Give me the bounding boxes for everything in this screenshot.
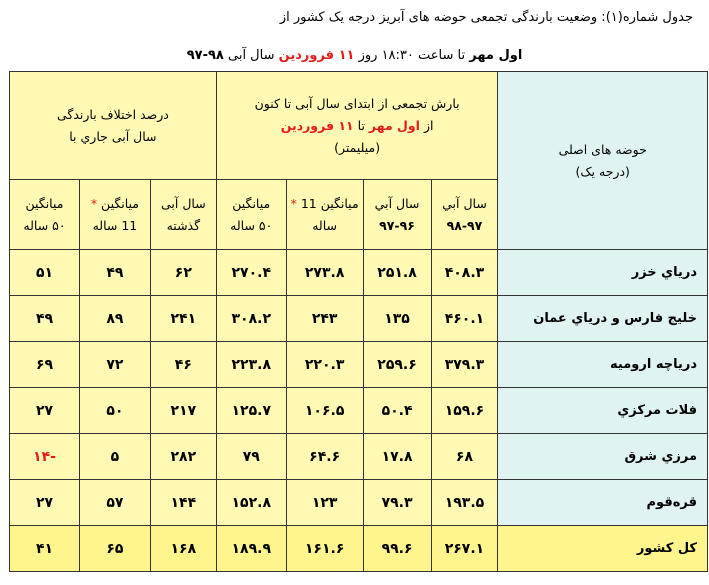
rain-first-day: اول مهر (368, 117, 420, 133)
rain-header (216, 72, 498, 180)
table-cell: ۳۷۹.۳ (431, 342, 498, 388)
column-header (363, 180, 431, 250)
table-cell: ۲۷ (10, 388, 80, 434)
column-header-line2: ۵۰ ساله (23, 217, 66, 233)
table-cell: ۲۴۱ (150, 296, 216, 342)
basin-name: فلات مرکزي (498, 388, 708, 434)
basin-name: قره‌قوم (498, 480, 708, 526)
rain-header-title: بارش تجمعی از ابتدای سال آبی تا کنون (254, 95, 460, 111)
column-header (150, 180, 216, 250)
basin-header (498, 72, 708, 250)
table-cell: ۱۶۱.۶ (286, 526, 363, 572)
column-header-line1: سال آبي (374, 195, 420, 211)
table-row (10, 296, 708, 342)
table-cell: ۲۵۱.۸ (363, 250, 431, 296)
table-cell: ۸۹ (79, 296, 150, 342)
table-cell: ۲۵۹.۶ (363, 342, 431, 388)
table-cell: ۱۲۳ (286, 480, 363, 526)
table-cell: ۶۲ (150, 250, 216, 296)
column-header (431, 180, 498, 250)
table-cell: ۴۰۸.۳ (431, 250, 498, 296)
table-row (10, 342, 708, 388)
table-cell: ۶۴.۶ (286, 434, 363, 480)
table-cell: ۷۲ (79, 342, 150, 388)
title-year-label: سال آبی (227, 48, 275, 63)
table-cell: ۵ (79, 434, 150, 480)
diff-header-title: درصد اختلاف بارندگی (56, 106, 169, 122)
table-cell: ۴۹ (10, 296, 80, 342)
table-cell: ۱۰۶.۵ (286, 388, 363, 434)
title-first-day: اول مهر (469, 48, 523, 63)
table-cell: ۱۸۹.۹ (216, 526, 286, 572)
table-cell: ۲۶۷.۱ (431, 526, 498, 572)
basin-header-title: حوضه های اصلی (558, 141, 647, 157)
table-cell: ۲۷۰.۴ (216, 250, 286, 296)
table-cell: ۶۹ (10, 342, 80, 388)
table-cell: ۴۶۰.۱ (431, 296, 498, 342)
table-row (10, 526, 708, 572)
basin-name: کل کشور (498, 526, 708, 572)
basin-name: درياي خزر (498, 250, 708, 296)
rainfall-table (9, 71, 708, 572)
table-cell: ۹۹.۶ (363, 526, 431, 572)
table-cell: ۵۰.۴ (363, 388, 431, 434)
column-header-line1: میانگین (232, 195, 271, 211)
table-cell: ۲۴۳ (286, 296, 363, 342)
asterisk-mark: * (90, 195, 98, 211)
column-header-line2: 11 ساله (92, 217, 138, 233)
rain-to: تا (357, 117, 365, 133)
title-year: ۹۸-۹۷ (186, 48, 224, 63)
column-header-line2: ۵۰ ساله (230, 217, 273, 233)
table-cell: ۱۷.۸ (363, 434, 431, 480)
table-cell: ۱۵۲.۸ (216, 480, 286, 526)
table-title-line1: جدول شماره(۱): وضعیت بارندگی تجمعی حوضه های آبریز درجه یک کشور از (279, 10, 693, 25)
table-cell: ۲۸۲ (150, 434, 216, 480)
table-cell: -۱۴ (10, 434, 80, 480)
basin-name: مرزي شرق (498, 434, 708, 480)
table-cell: ۴۱ (10, 526, 80, 572)
table-cell: ۲۲۳.۸ (216, 342, 286, 388)
column-header-line2: ساله (312, 217, 338, 233)
basin-name: خليج فارس و درياي عمان (498, 296, 708, 342)
table-row (10, 480, 708, 526)
table-row (10, 388, 708, 434)
rain-day: ۱۱ فروردین (280, 117, 354, 133)
rain-header-range (217, 115, 498, 137)
title-time: تا ساعت ۱۸:۳۰ روز (358, 48, 466, 63)
table-cell: ۵۷ (79, 480, 150, 526)
table-cell: ۱۹۳.۵ (431, 480, 498, 526)
column-header-line1: میانگین (25, 195, 64, 211)
column-header-line2: ۹۷-۹۶ (379, 217, 415, 233)
rain-from: از (423, 117, 434, 133)
table-cell: ۶۸ (431, 434, 498, 480)
title-day: ۱۱ فروردین (278, 48, 355, 63)
column-header-line1: میانگین 11 * (290, 195, 359, 211)
table-cell: ۷۹.۳ (363, 480, 431, 526)
column-header (10, 180, 80, 250)
column-header (79, 180, 150, 250)
column-header-line2: گذشته (166, 217, 201, 233)
table-cell: ۴۹ (79, 250, 150, 296)
basin-header-sub: (درجه یک) (575, 163, 630, 179)
table-cell: ۳۰۸.۲ (216, 296, 286, 342)
table-cell: ۶۵ (79, 526, 150, 572)
table-row (10, 434, 708, 480)
table-cell: ۵۱ (10, 250, 80, 296)
table-cell: ۱۴۴ (150, 480, 216, 526)
table-cell: ۱۵۹.۶ (431, 388, 498, 434)
diff-header (10, 72, 217, 180)
diff-header-sub: سال آبی جاري با (69, 128, 157, 144)
table-cell: ۱۳۵ (363, 296, 431, 342)
table-cell: ۲۷ (10, 480, 80, 526)
column-header-line2: ۹۸-۹۷ (446, 217, 483, 233)
column-header (286, 180, 363, 250)
column-header (216, 180, 286, 250)
table-cell: ۲۲۰.۳ (286, 342, 363, 388)
table-cell: ۲۱۷ (150, 388, 216, 434)
column-header-line1: سال آبی (160, 195, 206, 211)
table-cell: ۱۶۸ (150, 526, 216, 572)
table-row (10, 250, 708, 296)
basin-name: درياچه اروميه (498, 342, 708, 388)
column-header-line1: میانگین * (90, 195, 139, 211)
table-cell: ۷۹ (216, 434, 286, 480)
table-cell: ۵۰ (79, 388, 150, 434)
rain-header-unit: (میلیمتر) (334, 139, 381, 155)
asterisk-mark: * (290, 195, 297, 211)
table-cell: ۱۲۵.۷ (216, 388, 286, 434)
table-cell: ۴۶ (150, 342, 216, 388)
table-cell: ۲۷۳.۸ (286, 250, 363, 296)
table-title-line2 (0, 46, 709, 66)
column-header-line1: سال آبي (442, 195, 487, 211)
